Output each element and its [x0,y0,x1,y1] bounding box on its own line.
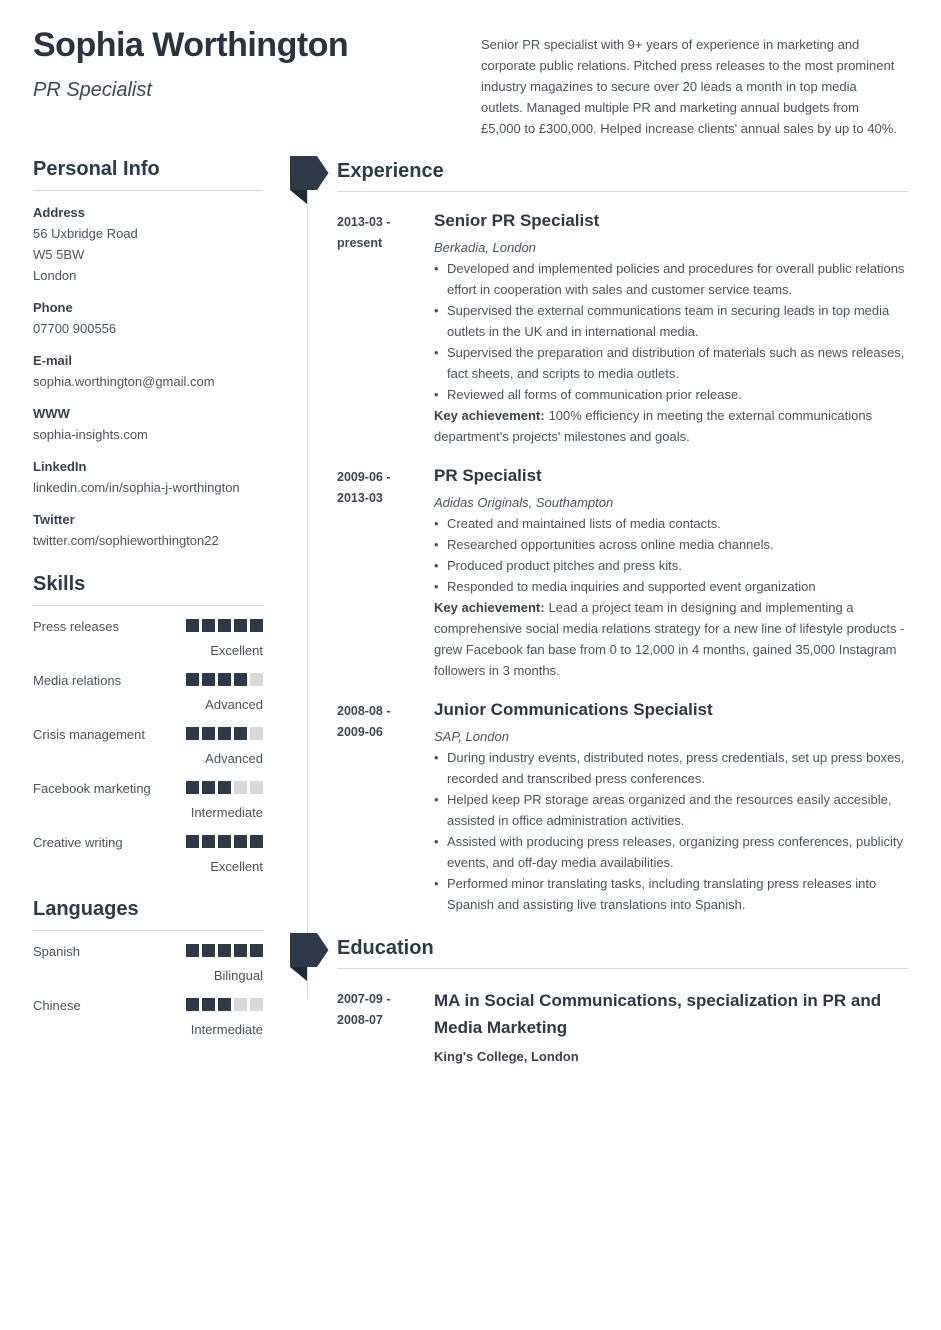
skill-level-bar [186,780,263,794]
skill-row [33,672,263,714]
entry-job-title: PR Specialist [434,466,542,485]
entry-bullet: • Responded to media inquiries and supported event organization [434,576,908,597]
entry-bullet: • Supervised the preparation and distribution of materials such as news releases, fact sheets, and scripts to media outlets. [434,342,908,384]
personal-info-value: London [33,268,77,283]
level-square [202,944,215,957]
level-square [218,998,231,1011]
personal-info-section [33,158,263,551]
skill-name: Press releases [33,619,119,634]
bookmark-flag-icon [290,156,330,206]
language-row [33,943,263,985]
personal-info-item-twitter [33,509,263,551]
level-square [234,619,247,632]
entry-dates [337,464,434,681]
entry-bullet-list [434,747,908,915]
level-square [186,998,199,1011]
entry-dates [337,698,434,915]
entry-company: Adidas Originals, Southampton [434,495,614,510]
entry-date-start: 2008-08 - [337,704,391,718]
personal-info-value: sophia.worthington@gmail.com [33,374,215,389]
main-column [290,158,908,1067]
entry-company: Berkadia, London [434,240,536,255]
level-square [250,619,263,632]
key-achievement-text: Lead a project team in designing and implementing a comprehensive social media relations strategy for a new line of lifestyle products - grew Facebook fan base from 0 to 12,000 in 4 months, gained 35,000 Instagram followers in 3 months. [434,600,905,678]
level-square [202,835,215,848]
personal-info-label: Twitter [33,512,75,527]
personal-info-item-www [33,403,263,445]
experience-heading: Experience [337,158,908,192]
skill-level-label: Advanced [205,751,263,766]
language-level-label: Intermediate [190,1022,263,1037]
education-heading: Education [337,935,908,969]
entry-date-start: 2007-09 - [337,992,391,1006]
personal-info-item-address [33,202,263,286]
education-degree-title: MA in Social Communications, specialization in PR and Media Marketing [434,991,882,1037]
education-heading-row [290,935,908,969]
sidebar [33,158,263,1039]
entry-bullet: • Supervised the external communications team in securing leads in top media outlets in the UK and in international media. [434,300,908,342]
level-square [186,835,199,848]
personal-info-value: 56 Uxbridge Road [33,226,138,241]
level-square [250,781,263,794]
language-level-bar [186,997,263,1011]
entry-bullet: • Developed and implemented policies and procedures for overall public relations effort in cooperation with sales and customer service teams. [434,258,908,300]
person-job-title: PR Specialist [33,79,152,101]
level-square [202,998,215,1011]
skill-level-bar [186,618,263,632]
level-square [202,619,215,632]
level-square [218,781,231,794]
entry-dates [337,986,434,1067]
education-entry [337,986,908,1067]
skill-level-label: Intermediate [190,805,263,820]
skills-section [33,573,263,876]
education-school: King's College, London [434,1049,579,1064]
timeline-line [307,190,308,1000]
level-square [234,727,247,740]
language-name: Spanish [33,944,80,959]
level-square [218,673,231,686]
entry-bullet: • Created and maintained lists of media contacts. [434,513,908,534]
skill-level-bar [186,726,263,740]
skill-level-bar [186,834,263,848]
personal-info-heading: Personal Info [33,158,263,191]
key-achievement-label: Key achievement: [434,600,545,615]
level-square [234,781,247,794]
personal-info-value: twitter.com/sophieworthington22 [33,533,219,548]
personal-info-label: Phone [33,300,73,315]
personal-info-label: WWW [33,406,70,421]
skill-row [33,618,263,660]
personal-info-item-linkedin [33,456,263,498]
entry-bullet: • Researched opportunities across online media channels. [434,534,908,555]
bookmark-flag-icon [290,933,330,983]
entry-bullet-list [434,513,908,597]
entry-dates [337,209,434,447]
skill-level-label: Excellent [210,859,263,874]
experience-entry [337,464,908,681]
skills-heading: Skills [33,573,263,606]
level-square [234,835,247,848]
entry-bullet: • Reviewed all forms of communication prior release. [434,384,908,405]
level-square [202,781,215,794]
level-square [234,944,247,957]
entry-date-end: 2008-07 [337,1013,383,1027]
language-row [33,997,263,1039]
personal-info-label: Address [33,205,86,220]
level-square [202,727,215,740]
level-square [218,835,231,848]
entry-date-end: 2009-06 [337,725,383,739]
level-square [250,998,263,1011]
level-square [250,673,263,686]
entry-bullet: • Assisted with producing press releases, organizing press conferences, publicity events, and off-day media availabilities. [434,831,908,873]
entry-bullet-list [434,258,908,405]
personal-info-item-phone [33,297,263,339]
personal-info-value: sophia-insights.com [33,427,148,442]
level-square [218,727,231,740]
personal-info-value: linkedin.com/in/sophia-j-worthington [33,480,240,495]
personal-info-value: W5 5BW [33,247,85,262]
personal-info-label: LinkedIn [33,459,87,474]
languages-section [33,898,263,1039]
entry-date-start: 2013-03 - [337,215,391,229]
level-square [186,619,199,632]
entry-job-title: Senior PR Specialist [434,211,600,230]
entry-job-title: Junior Communications Specialist [434,700,713,719]
experience-heading-row [290,158,908,192]
languages-heading: Languages [33,898,263,931]
skill-row [33,780,263,822]
skill-row [33,726,263,768]
key-achievement-label: Key achievement: [434,408,545,423]
entry-bullet: • During industry events, distributed notes, press credentials, set up press boxes, recorded and transcribed press conferences. [434,747,908,789]
skill-level-bar [186,672,263,686]
language-name: Chinese [33,998,81,1013]
language-level-label: Bilingual [213,968,263,983]
experience-entry [337,698,908,915]
level-square [186,727,199,740]
skill-level-label: Advanced [205,697,263,712]
profile-summary: Senior PR specialist with 9+ years of experience in marketing and corporate public relations. Pitched press releases to the most prominent industry magazines to secure over 20 leads a month in top media outlets. Managed multiple PR and marketing annual budgets from £5,000 to £300,000. Helped increase clients' annual sales by up to 40%. [481,37,897,136]
level-square [234,673,247,686]
entry-bullet: • Helped keep PR storage areas organized and the resources easily accesible, assisted in office administration activities. [434,789,908,831]
level-square [218,619,231,632]
entry-bullet: • Produced product pitches and press kits. [434,555,908,576]
level-square [250,727,263,740]
entry-company: SAP, London [434,729,509,744]
level-square [250,944,263,957]
personal-info-label: E-mail [33,353,73,368]
key-achievement-text: 100% efficiency in meeting the external communications department's projects' milestones and goals. [434,408,873,444]
skill-name: Media relations [33,673,122,688]
entry-date-end: present [337,236,383,250]
skill-name: Crisis management [33,727,145,742]
experience-entry [337,209,908,447]
personal-info-item-email [33,350,263,392]
skill-name: Facebook marketing [33,781,151,796]
level-square [186,781,199,794]
skill-level-label: Excellent [210,643,263,658]
level-square [186,673,199,686]
entry-date-start: 2009-06 - [337,470,391,484]
level-square [218,944,231,957]
key-achievement [434,405,908,447]
key-achievement [434,597,908,681]
personal-info-value: 07700 900556 [33,321,117,336]
language-level-bar [186,943,263,957]
level-square [250,835,263,848]
level-square [234,998,247,1011]
level-square [202,673,215,686]
skill-row [33,834,263,876]
entry-bullet: • Performed minor translating tasks, including translating press releases into Spanish and assisting live translations into Spanish. [434,873,908,915]
person-name: Sophia Worthington [33,26,349,64]
skill-name: Creative writing [33,835,123,850]
entry-date-end: 2013-03 [337,491,383,505]
level-square [186,944,199,957]
